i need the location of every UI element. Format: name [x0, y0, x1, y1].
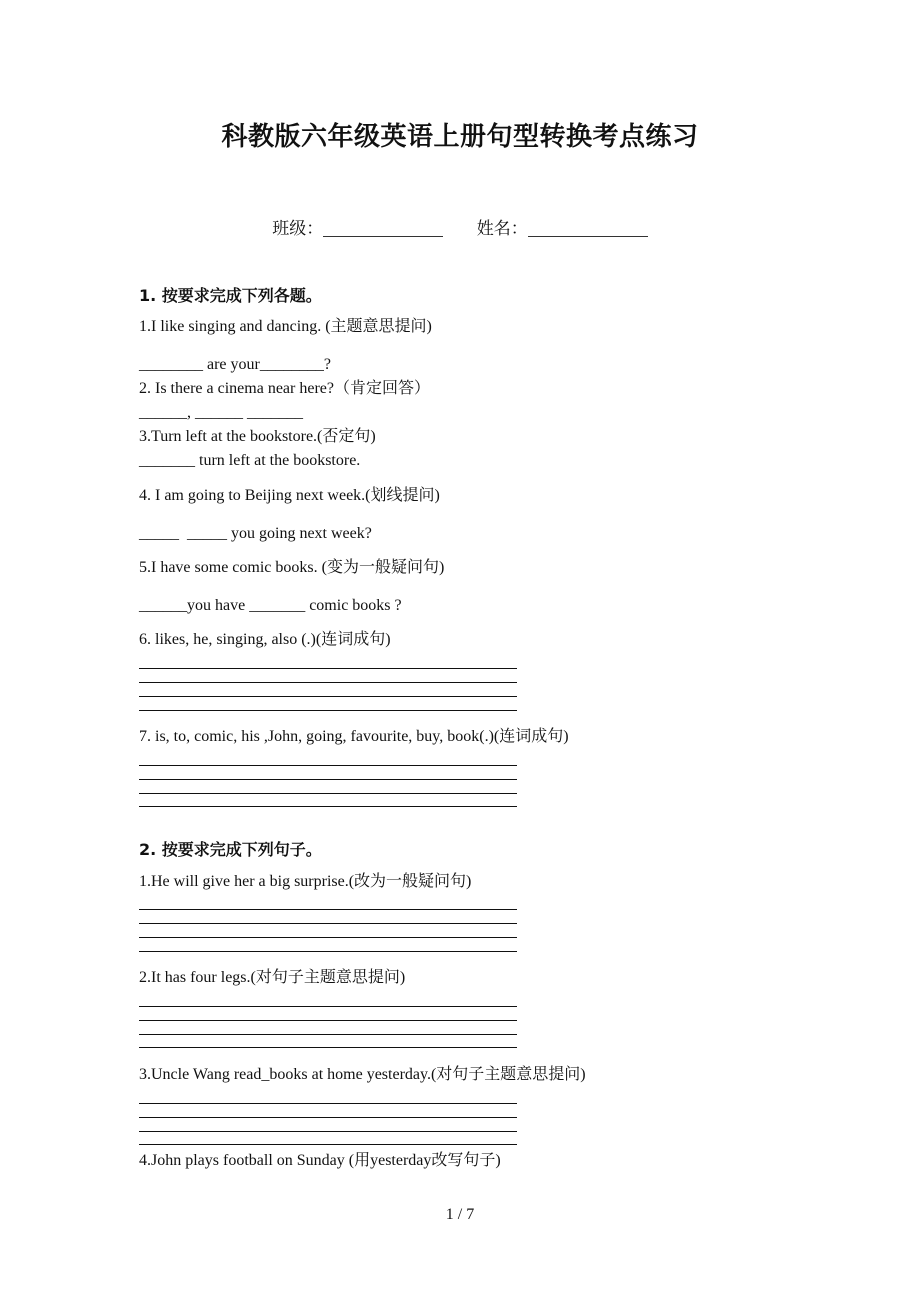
s1-answer-2[interactable]: ______, ______ _______ — [139, 404, 303, 421]
answer-line[interactable] — [139, 668, 517, 669]
answer-line[interactable] — [139, 1047, 517, 1048]
section-2-heading: 2. 按要求完成下列句子。 — [139, 840, 322, 859]
s1-question-5: 5.I have some comic books. (变为一般疑问句) — [139, 559, 445, 576]
s1-question-6: 6. likes, he, singing, also (.)(连词成句) — [139, 631, 391, 648]
name-label: 姓名： — [476, 219, 528, 239]
page-title: 科教版六年级英语上册句型转换考点练习 — [221, 122, 699, 152]
s1-question-3: 3.Turn left at the bookstore.(否定句) — [139, 428, 376, 445]
name-blank[interactable] — [528, 222, 648, 237]
student-info — [0, 214, 920, 239]
s1-answer-4[interactable]: _____ _____ you going next week? — [139, 525, 372, 542]
page-number: 1 / 7 — [445, 1206, 475, 1223]
answer-line[interactable] — [139, 937, 517, 938]
s1-answer-5[interactable]: ______you have _______ comic books ? — [139, 597, 402, 614]
s1-answer-1[interactable]: ________ are your________? — [139, 356, 331, 373]
section-1-heading: 1. 按要求完成下列各题。 — [139, 286, 322, 305]
answer-line[interactable] — [139, 1144, 517, 1145]
answer-line[interactable] — [139, 1006, 517, 1007]
s2-question-4: 4.John plays football on Sunday (用yesterday改写句子) — [139, 1152, 501, 1169]
s2-question-3: 3.Uncle Wang read_books at home yesterday.(对句子主题意思提问) — [139, 1066, 586, 1083]
s1-answer-3[interactable]: _______ turn left at the bookstore. — [139, 452, 361, 469]
answer-line[interactable] — [139, 793, 517, 794]
answer-line[interactable] — [139, 909, 517, 910]
answer-line[interactable] — [139, 951, 517, 952]
answer-line[interactable] — [139, 765, 517, 766]
s2-question-2: 2.It has four legs.(对句子主题意思提问) — [139, 969, 406, 986]
answer-line[interactable] — [139, 1103, 517, 1104]
class-blank[interactable] — [323, 222, 443, 237]
answer-line[interactable] — [139, 806, 517, 807]
answer-line[interactable] — [139, 710, 517, 711]
s1-question-2: 2. Is there a cinema near here?（肯定回答） — [139, 380, 430, 397]
answer-line[interactable] — [139, 923, 517, 924]
answer-line[interactable] — [139, 682, 517, 683]
s2-question-1: 1.He will give her a big surprise.(改为一般疑问句) — [139, 873, 472, 890]
answer-line[interactable] — [139, 1034, 517, 1035]
answer-line[interactable] — [139, 1117, 517, 1118]
answer-line[interactable] — [139, 696, 517, 697]
answer-line[interactable] — [139, 1131, 517, 1132]
answer-line[interactable] — [139, 779, 517, 780]
s1-question-4: 4. I am going to Beijing next week.(划线提问) — [139, 487, 440, 504]
s1-question-1: 1.I like singing and dancing. (主题意思提问) — [139, 318, 432, 335]
class-label: 班级： — [272, 219, 324, 239]
answer-line[interactable] — [139, 1020, 517, 1021]
s1-question-7: 7. is, to, comic, his ,John, going, favourite, buy, book(.)(连词成句) — [139, 728, 569, 745]
